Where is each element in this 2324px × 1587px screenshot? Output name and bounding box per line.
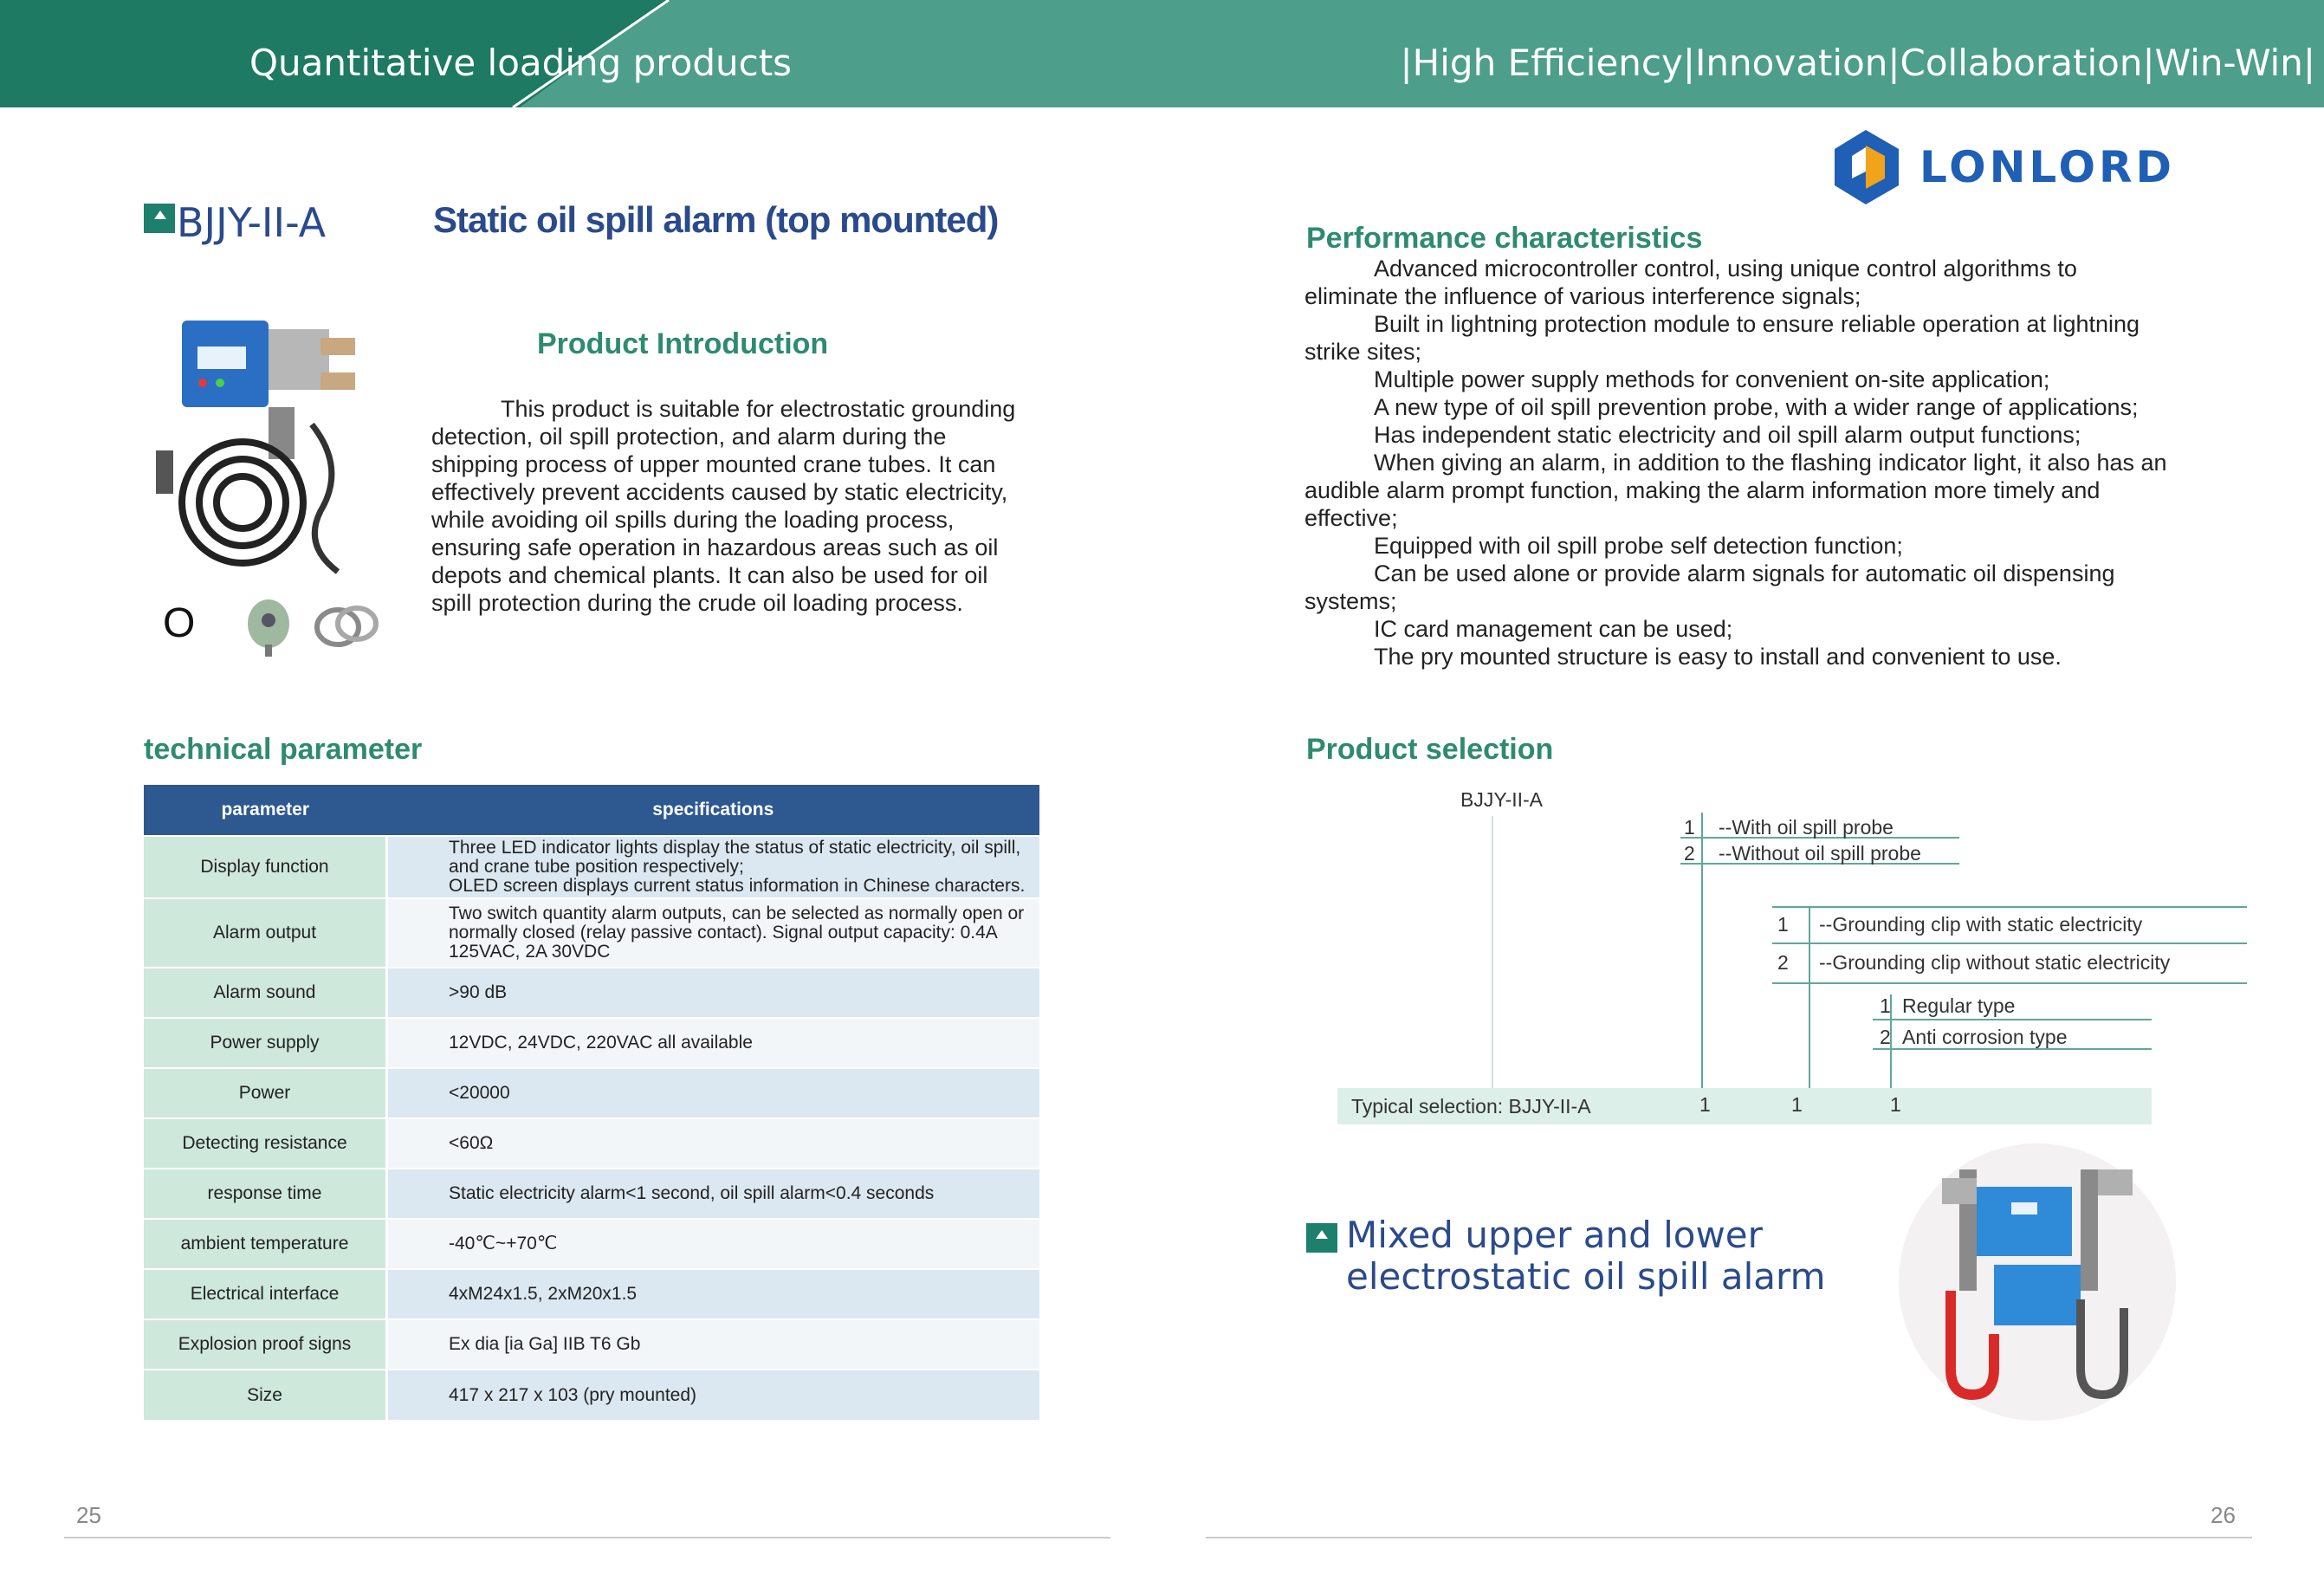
table-row (144, 1169, 1039, 1219)
header-slogan: |High Efficiency|Innovation|Collaboration|Win-Win| (1400, 42, 2315, 84)
spec-line: -40℃~+70℃ (449, 1234, 558, 1253)
selection-line (1772, 942, 2247, 944)
table-row (144, 1118, 1039, 1169)
selection-line (1772, 906, 2247, 908)
spec-line: Ex dia [ia Ga] IIB T6 Gb (449, 1334, 641, 1354)
oil-spill-alarm-device-image (147, 312, 381, 589)
tech-parameter-heading: technical parameter (144, 733, 423, 766)
model-marker-icon (144, 204, 175, 233)
mixed-marker-icon (1306, 1223, 1337, 1253)
logo-text: LONLORD (1919, 142, 2176, 192)
selection-line (1873, 1019, 2152, 1020)
lonlord-logo (1833, 128, 2179, 206)
option-number: 1 (1684, 816, 1695, 839)
page-number-left: 25 (76, 1502, 101, 1528)
param-cell: ambient temperature (144, 1219, 387, 1269)
typical-value: 1 (1890, 1093, 1901, 1116)
option-number: 2 (1777, 951, 1789, 974)
selection-line (1772, 982, 2247, 984)
param-cell: Power supply (144, 1018, 387, 1068)
clamp-accessory-image (312, 598, 381, 650)
list-item: Advanced microcontroller control, using unique control algorithms to eliminate the influence of various interference signals; (1304, 256, 2077, 309)
spec-cell (387, 1118, 1040, 1169)
table-row (144, 1269, 1039, 1319)
param-cell: Display function (144, 836, 387, 898)
selection-line (1809, 906, 1810, 1088)
option-label: --With oil spill probe (1719, 816, 1894, 839)
selection-model: BJJY-II-A (1460, 788, 1544, 811)
spec-line: 417 x 217 x 103 (pry mounted) (449, 1384, 697, 1405)
list-item: Multiple power supply methods for convenient on-site application; (1374, 366, 2050, 392)
spec-line: Three LED indicator lights display the status of static electricity, oil spill, and crane tube position respectively; (449, 838, 1021, 877)
param-cell: Power (144, 1068, 387, 1118)
mixed-alarm-device-image (1890, 1135, 2185, 1421)
spec-cell (387, 1219, 1040, 1269)
selection-line (1701, 813, 1703, 1088)
spec-line: Static electricity alarm<1 second, oil spill alarm<0.4 seconds (449, 1183, 935, 1203)
mixed-alarm-title (1346, 1215, 1866, 1298)
option-label: Regular type (1902, 994, 2016, 1017)
table-row (144, 1319, 1039, 1370)
spec-cell (387, 968, 1040, 1018)
param-cell: Alarm output (144, 898, 387, 968)
header-title: Quantitative loading products (249, 42, 793, 84)
spec-cell (387, 1169, 1040, 1219)
table-row (144, 1018, 1039, 1068)
spec-cell (387, 1068, 1040, 1118)
spec-line: 12VDC, 24VDC, 220VAC all available (449, 1033, 753, 1053)
list-item: Equipped with oil spill probe self detection function; (1374, 533, 1903, 559)
spec-cell (387, 1319, 1040, 1370)
column-header-specifications: specifications (387, 785, 1040, 836)
table-header-row (144, 785, 1039, 836)
list-item: Has independent static electricity and oil spill alarm output functions; (1374, 422, 2081, 448)
mixed-title-line: electrostatic oil spill alarm (1346, 1255, 1826, 1298)
model-code: BJJY-II-A (177, 199, 327, 246)
param-cell: Explosion proof signs (144, 1319, 387, 1370)
selection-line (1492, 816, 1493, 1088)
option-number: 2 (1684, 842, 1695, 865)
intro-text: This product is suitable for electrostatic grounding detection, oil spill protection, and alarm during the shipping process of upper mounted crane tubes. It can effectively prevent accidents caused by static electricity, while avoiding oil spills during the loading process, ensuring safe operation in hazardous areas such as oil depots and chemical plants. It can also be used for oil spill protection during the crude oil loading process. (431, 396, 1016, 616)
spec-cell (387, 836, 1040, 898)
list-item: When giving an alarm, in addition to the flashing indicator light, it also has an audible alarm prompt function, making the alarm information more timely and effective; (1304, 450, 2167, 531)
option-number: 1 (1880, 994, 1891, 1017)
probe-accessory-image (243, 589, 295, 658)
table-row (144, 1219, 1039, 1269)
performance-heading: Performance characteristics (1306, 222, 1703, 255)
option-label: --Grounding clip without static electricity (1819, 951, 2171, 974)
spec-cell (387, 1269, 1040, 1319)
table-row (144, 898, 1039, 968)
typical-value: 1 (1791, 1093, 1803, 1116)
spec-line: >90 dB (449, 982, 508, 1002)
table-row (144, 1068, 1039, 1118)
footer-rule-left (64, 1537, 1110, 1538)
option-label: --Without oil spill probe (1719, 842, 1921, 865)
list-item: Can be used alone or provide alarm signals for automatic oil dispensing systems; (1304, 560, 2115, 614)
typical-value: 1 (1699, 1093, 1711, 1116)
list-item: A new type of oil spill prevention probe, with a wider range of applications; (1374, 394, 2139, 420)
option-label: --Grounding clip with static electricity (1819, 913, 2143, 936)
spec-line: OLED screen displays current status information in Chinese characters. (449, 876, 1026, 896)
spec-cell (387, 1018, 1040, 1068)
param-cell: Electrical interface (144, 1269, 387, 1319)
param-cell: Size (144, 1370, 387, 1420)
param-cell: Alarm sound (144, 968, 387, 1018)
selection-heading: Product selection (1306, 733, 1554, 766)
list-item: IC card management can be used; (1374, 616, 1733, 642)
typical-selection-label: Typical selection: BJJY-II-A (1351, 1095, 1591, 1117)
option-label: Anti corrosion type (1902, 1026, 2068, 1048)
mixed-title-line: Mixed upper and lower (1346, 1214, 1763, 1256)
list-item: The pry mounted structure is easy to install and convenient to use. (1374, 644, 2062, 670)
page-number-right: 26 (2211, 1502, 2236, 1528)
column-header-parameter: parameter (144, 785, 387, 836)
spec-line: <60Ω (449, 1133, 494, 1153)
param-cell: response time (144, 1169, 387, 1219)
performance-list (1304, 255, 2171, 670)
table-row (144, 1370, 1039, 1420)
product-title: Static oil spill alarm (top mounted) (433, 199, 999, 240)
option-number: 2 (1880, 1026, 1891, 1048)
spec-line: Two switch quantity alarm outputs, can be selected as normally open or normally closed (relay passive contact). Signal output capacity: 0.4A 125VAC, 2A 30VDC (449, 904, 1025, 962)
footer-rule-right (1206, 1537, 2252, 1538)
spec-cell (387, 1370, 1040, 1420)
accessory-ring-label: O (163, 600, 196, 646)
tech-parameter-table (144, 785, 1039, 1420)
spec-cell (387, 898, 1040, 968)
param-cell: Detecting resistance (144, 1118, 387, 1169)
spec-line: <20000 (449, 1083, 510, 1103)
option-number: 1 (1777, 913, 1789, 936)
table-row (144, 968, 1039, 1018)
intro-heading: Product Introduction (537, 327, 829, 360)
spec-line: 4xM24x1.5, 2xM20x1.5 (449, 1284, 638, 1304)
table-row (144, 836, 1039, 898)
list-item: Built in lightning protection module to ensure reliable operation at lightning strike sites; (1304, 311, 2140, 365)
